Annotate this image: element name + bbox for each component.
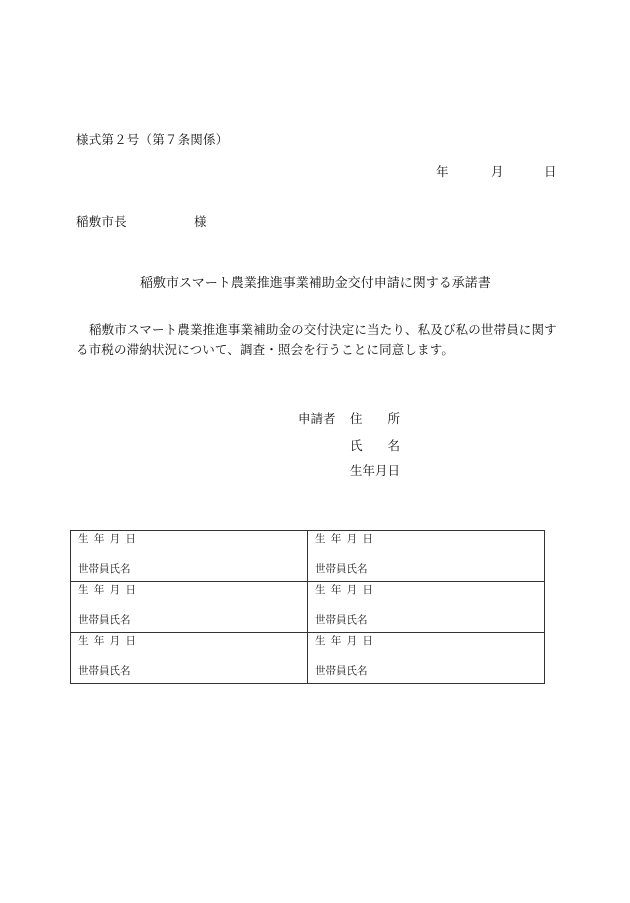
table-row (71, 531, 545, 582)
applicant-address-label: 住 所 (350, 411, 401, 426)
applicant-label: 申請者 (298, 411, 336, 426)
date-year-label: 年 (436, 164, 449, 179)
member-dob-label: 生 年 月 日 (315, 635, 375, 647)
date-line (436, 164, 561, 180)
member-cell (308, 531, 545, 582)
member-name-label: 世帯員氏名 (315, 665, 368, 677)
member-cell (308, 582, 545, 633)
member-name-label: 世帯員氏名 (315, 563, 368, 575)
date-day-label: 日 (544, 164, 557, 179)
document-title: 稲敷市スマート農業推進事業補助金交付申請に関する承諾書 (140, 276, 491, 291)
member-cell (71, 633, 308, 684)
member-dob-label: 生 年 月 日 (315, 533, 375, 545)
household-members-table (70, 530, 545, 684)
table-row (71, 633, 545, 684)
member-cell (71, 582, 308, 633)
addressee (76, 214, 207, 230)
consent-statement: 稲敷市スマート農業推進事業補助金の交付決定に当たり、私及び私の世帯員に関する市税の滞納状況について、調査・照会を行うことに同意します。 (76, 322, 557, 357)
applicant-name-label: 氏 名 (350, 438, 401, 453)
member-dob-label: 生 年 月 日 (78, 635, 138, 647)
member-cell (308, 633, 545, 684)
member-dob-label: 生 年 月 日 (78, 584, 138, 596)
table-row (71, 582, 545, 633)
member-cell (71, 531, 308, 582)
member-dob-label: 生 年 月 日 (78, 533, 138, 545)
member-name-label: 世帯員氏名 (78, 563, 131, 575)
applicant-dob-label: 生年月日 (350, 463, 401, 478)
addressee-honorific: 様 (194, 214, 207, 229)
form-number: 様式第２号（第７条関係） (76, 132, 229, 147)
member-name-label: 世帯員氏名 (78, 665, 131, 677)
addressee-name: 稲敷市長 (76, 214, 127, 229)
applicant-block (298, 411, 438, 481)
member-dob-label: 生 年 月 日 (315, 584, 375, 596)
date-month-label: 月 (491, 164, 504, 179)
member-name-label: 世帯員氏名 (78, 614, 131, 626)
member-name-label: 世帯員氏名 (315, 614, 368, 626)
